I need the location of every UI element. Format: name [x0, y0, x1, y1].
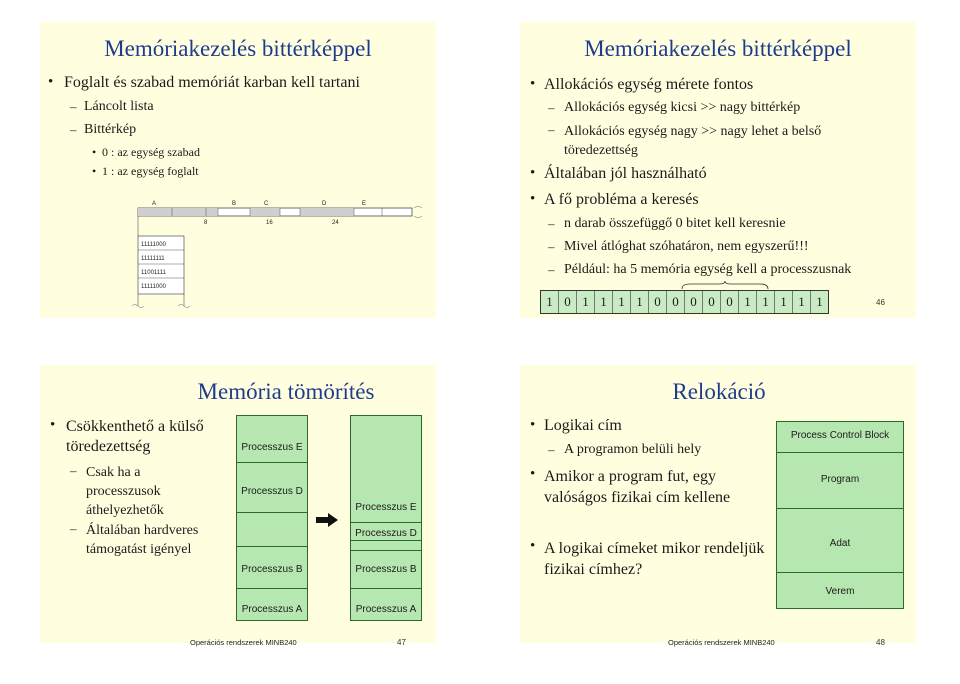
slide-relocation: [520, 365, 916, 647]
bullet-text: Amikor a program fut, egy valóságos fizikai cím kellene: [544, 468, 731, 506]
arrow-right-icon: [316, 513, 338, 527]
sub-bullet-text: A programon belüli hely: [564, 442, 702, 457]
dash-icon: –: [548, 239, 555, 254]
bullet-icon: •: [530, 466, 536, 482]
bit-row: [540, 290, 829, 314]
bit-cell: 0: [703, 291, 721, 313]
bit-cell: 1: [577, 291, 595, 313]
segment-label: C: [264, 201, 269, 207]
bullet-icon: •: [50, 417, 56, 433]
dash-icon: –: [548, 122, 555, 137]
bullet-icon: •: [92, 164, 97, 178]
sub-bullet-text: Láncolt lista: [84, 99, 154, 114]
dash-icon: –: [70, 122, 77, 137]
bit-cell: 0: [559, 291, 577, 313]
bullet-icon: •: [92, 145, 97, 159]
slide-title: Relokáció: [672, 379, 766, 404]
process-block-label: Processzus B: [241, 564, 303, 575]
memory-after: [350, 415, 422, 621]
bullet-text: Csökkenthető a külső töredezettség: [66, 418, 204, 455]
dash-icon: –: [70, 521, 77, 536]
bitmap-row: 11111000: [141, 284, 166, 290]
bitmap-row: 11001111: [141, 270, 166, 276]
bullet-text: Foglalt és szabad memóriát karban kell tartani: [64, 74, 360, 91]
bullet-text: A logikai címeket mikor rendeljük fizikai címhez?: [544, 540, 765, 578]
bullet-icon: •: [530, 417, 536, 433]
bit-cell: 1: [816, 294, 823, 309]
segment-label: A: [152, 201, 157, 207]
bit-cell: 1: [793, 291, 811, 313]
page-number: 47: [397, 638, 406, 647]
bullet-text: Általában jól használható: [544, 165, 707, 182]
dash-icon: –: [548, 216, 555, 231]
bullet-icon: •: [530, 76, 536, 92]
dash-icon: –: [70, 99, 77, 114]
process-block-label: Processzus D: [355, 528, 417, 539]
slide-compaction: [40, 365, 436, 647]
bit-cell: 1: [613, 291, 631, 313]
sub-bullet-text: n darab összefüggő 0 bitet kell keresnie: [564, 216, 786, 231]
slide-title: Memória tömörítés: [197, 379, 375, 404]
sub-sub-bullet-text: 0 : az egység szabad: [102, 145, 200, 159]
dash-icon: –: [548, 442, 555, 457]
process-block-label: Processzus E: [355, 502, 417, 513]
bullet-text: Allokációs egység mérete fontos: [544, 76, 754, 93]
bitmap-row: 11111111: [141, 256, 165, 262]
bullet-icon: •: [48, 74, 54, 90]
process-block-label: Program: [820, 474, 860, 485]
page-number: 46: [876, 298, 885, 307]
bullet-icon: •: [530, 538, 536, 554]
sub-bullet-text: Általában hardveres támogatást igényel: [86, 523, 199, 557]
process-block-label: Processzus E: [241, 442, 303, 453]
bitmap-figure: [132, 196, 432, 314]
sub-bullet-text: Például: ha 5 memória egység kell a processzusnak: [564, 262, 852, 277]
bullet-icon: •: [530, 191, 536, 207]
segment-label: D: [322, 201, 327, 207]
tick-label: 8: [204, 220, 208, 226]
process-block-label: Adat: [829, 538, 851, 549]
segment-c-fill: [250, 208, 280, 216]
bit-cell: 1: [739, 291, 757, 313]
bullet-text: A fő probléma a keresés: [544, 191, 699, 208]
process-block-label: Verem: [825, 586, 855, 597]
bitmap-row: 11111000: [141, 242, 166, 248]
process-block-label: Processzus A: [355, 604, 417, 615]
tick-label: 24: [332, 220, 339, 226]
segment-label: E: [362, 201, 367, 207]
sub-bullet-text: Allokációs egység kicsi >> nagy bittérkép: [564, 100, 801, 115]
process-block-label: Processzus A: [241, 604, 303, 615]
slide-title: Memóriakezelés bittérképpel: [584, 36, 852, 61]
slide-bitmap-intro: [40, 22, 436, 318]
sub-bullet-text: Csak ha a processzusok áthelyezhetők: [86, 465, 164, 518]
process-block-label: Processzus D: [241, 486, 303, 497]
sub-bullet-text: Allokációs egység nagy >> nagy lehet a belső töredezettség: [564, 124, 822, 158]
bullet-text: Logikai cím: [544, 417, 622, 434]
segment-label: B: [232, 201, 237, 207]
process-image: [776, 421, 904, 609]
brace-icon: [680, 280, 770, 290]
dash-icon: –: [70, 463, 77, 478]
bit-cell: 1: [631, 291, 649, 313]
slide-bitmap-details: [520, 22, 916, 318]
tick-label: 16: [266, 220, 273, 226]
sub-sub-bullet-text: 1 : az egység foglalt: [102, 164, 199, 178]
bit-cell: 0: [667, 291, 685, 313]
bit-cell: 1: [757, 291, 775, 313]
bit-cell: 1: [541, 291, 559, 313]
slide-title: Memóriakezelés bittérképpel: [104, 36, 372, 61]
bit-cell: 1: [595, 291, 613, 313]
process-block-label: Processzus B: [355, 564, 417, 575]
bit-cell: 0: [721, 291, 739, 313]
bit-cell: 1: [775, 291, 793, 313]
page-number: 48: [876, 638, 885, 647]
bit-cell: 0: [649, 291, 667, 313]
sub-bullet-text: Mivel átlóghat szóhatáron, nem egyszerű!!!: [564, 239, 809, 254]
dash-icon: –: [548, 262, 555, 277]
dash-icon: –: [548, 100, 555, 115]
process-block-label: Process Control Block: [790, 430, 890, 441]
bullet-icon: •: [530, 165, 536, 181]
segment-d-fill: [300, 208, 354, 216]
memory-before: [236, 415, 308, 621]
footer-text: Operációs rendszerek MINB240: [190, 638, 297, 647]
footer-text: Operációs rendszerek MINB240: [668, 638, 775, 647]
bit-cell: 0: [685, 291, 703, 313]
sub-bullet-text: Bittérkép: [84, 122, 137, 137]
